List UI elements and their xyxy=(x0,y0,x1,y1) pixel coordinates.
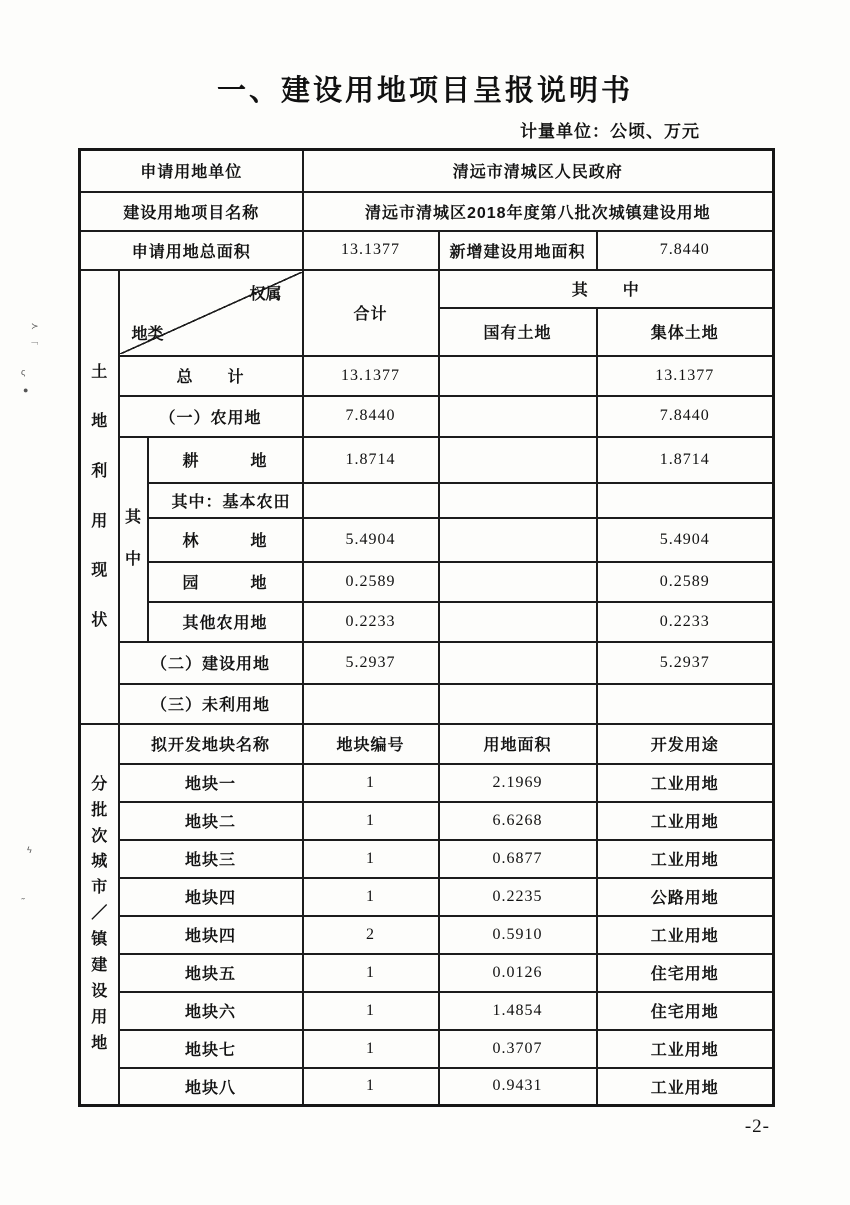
plot-number: 2 xyxy=(303,916,439,954)
plot-row xyxy=(80,802,774,840)
plot-area: 0.3707 xyxy=(439,1030,597,1068)
row-label-unused: （三）未利用地 xyxy=(119,684,303,724)
plot-number: 1 xyxy=(303,954,439,992)
plot-area: 6.6268 xyxy=(439,802,597,840)
row-label-cultivated: 耕 地 xyxy=(148,437,303,483)
plot-name: 地块二 xyxy=(119,802,303,840)
table-row xyxy=(80,483,774,518)
row-label-construction: （二）建设用地 xyxy=(119,642,303,684)
plot-header-number: 地块编号 xyxy=(303,724,439,764)
plot-name: 地块三 xyxy=(119,840,303,878)
plot-name: 地块四 xyxy=(119,916,303,954)
garden-state xyxy=(439,562,597,602)
plot-number: 1 xyxy=(303,802,439,840)
applicant-unit-label: 申请用地单位 xyxy=(80,150,303,192)
row-label-basic-farmland: 其中：基本农田 xyxy=(148,483,303,518)
row-label-forest: 林 地 xyxy=(148,518,303,562)
plot-area: 0.6877 xyxy=(439,840,597,878)
plot-area: 0.9431 xyxy=(439,1068,597,1106)
forest-state xyxy=(439,518,597,562)
diagonal-divider xyxy=(120,272,302,354)
scan-speck: ᷉˙ xyxy=(23,897,26,907)
project-name-value: 清远市清城区2018年度第八批次城镇建设用地 xyxy=(303,192,774,231)
column-header-group: 其 中 xyxy=(439,270,774,308)
plot-row xyxy=(80,954,774,992)
other-agricultural-collective: 0.2233 xyxy=(597,602,774,642)
land-use-section-label-cell xyxy=(80,270,119,724)
batch-section-label: 分批次城市／镇建设用地 xyxy=(91,775,108,1052)
plot-use: 工业用地 xyxy=(597,840,774,878)
table-row xyxy=(80,684,774,724)
subgroup-label: 其中 xyxy=(124,509,141,568)
agricultural-sum: 7.8440 xyxy=(303,396,439,437)
table-row xyxy=(80,150,774,192)
column-header-state-owned: 国有土地 xyxy=(439,308,597,356)
table-row xyxy=(80,437,774,483)
forest-sum: 5.4904 xyxy=(303,518,439,562)
scan-speck: ﹁ xyxy=(29,336,39,346)
basic-farmland-sum xyxy=(303,483,439,518)
plot-name: 地块一 xyxy=(119,764,303,802)
cultivated-collective: 1.8714 xyxy=(597,437,774,483)
table-row xyxy=(80,724,774,764)
cultivated-state xyxy=(439,437,597,483)
plot-area: 2.1969 xyxy=(439,764,597,802)
table-row xyxy=(80,356,774,396)
diagonal-landtype-label: 地类 xyxy=(131,325,164,343)
plot-header-name: 拟开发地块名称 xyxy=(119,724,303,764)
table-row xyxy=(80,562,774,602)
plot-use: 公路用地 xyxy=(597,878,774,916)
batch-section-label-cell xyxy=(80,724,119,1106)
scan-speck: ϟ xyxy=(27,845,32,855)
plot-use: 工业用地 xyxy=(597,764,774,802)
plot-area: 0.5910 xyxy=(439,916,597,954)
plot-header-use: 开发用途 xyxy=(597,724,774,764)
agricultural-state xyxy=(439,396,597,437)
new-construction-area-value: 7.8440 xyxy=(597,231,774,270)
plot-number: 1 xyxy=(303,1030,439,1068)
table-row xyxy=(80,231,774,270)
new-construction-area-label: 新增建设用地面积 xyxy=(439,231,597,270)
plot-use: 住宅用地 xyxy=(597,954,774,992)
other-agricultural-sum: 0.2233 xyxy=(303,602,439,642)
diagonal-ownership-label: 权属 xyxy=(249,285,282,303)
plot-use: 住宅用地 xyxy=(597,992,774,1030)
total-area-label: 申请用地总面积 xyxy=(80,231,303,270)
plot-use: 工业用地 xyxy=(597,802,774,840)
plot-number: 1 xyxy=(303,878,439,916)
table-row xyxy=(80,642,774,684)
document-title: 一、建设用地项目呈报说明书 xyxy=(216,75,633,107)
basic-farmland-state xyxy=(439,483,597,518)
plot-area: 0.0126 xyxy=(439,954,597,992)
project-name-label: 建设用地项目名称 xyxy=(80,192,303,231)
table-row xyxy=(80,270,774,308)
construction-sum: 5.2937 xyxy=(303,642,439,684)
unused-collective xyxy=(597,684,774,724)
total-area-value: 13.1377 xyxy=(303,231,439,270)
column-header-collective: 集体土地 xyxy=(597,308,774,356)
unused-state xyxy=(439,684,597,724)
land-submission-form-table xyxy=(78,148,775,1107)
construction-state xyxy=(439,642,597,684)
plot-number: 1 xyxy=(303,764,439,802)
garden-sum: 0.2589 xyxy=(303,562,439,602)
plot-number: 1 xyxy=(303,840,439,878)
garden-collective: 0.2589 xyxy=(597,562,774,602)
forest-collective: 5.4904 xyxy=(597,518,774,562)
plot-row xyxy=(80,992,774,1030)
scan-speck: ● xyxy=(23,385,29,395)
plot-row xyxy=(80,878,774,916)
grand-total-sum: 13.1377 xyxy=(303,356,439,396)
row-label-grand-total: 总 计 xyxy=(119,356,303,396)
plot-name: 地块六 xyxy=(119,992,303,1030)
plot-name: 地块四 xyxy=(119,878,303,916)
plot-number: 1 xyxy=(303,992,439,1030)
table-row xyxy=(80,518,774,562)
table-row xyxy=(80,602,774,642)
scan-speck: ≻ xyxy=(31,321,39,331)
construction-collective: 5.2937 xyxy=(597,642,774,684)
cultivated-sum: 1.8714 xyxy=(303,437,439,483)
grand-total-collective: 13.1377 xyxy=(597,356,774,396)
table-row xyxy=(80,396,774,437)
basic-farmland-collective xyxy=(597,483,774,518)
agricultural-collective: 7.8440 xyxy=(597,396,774,437)
plot-row xyxy=(80,764,774,802)
plot-use: 工业用地 xyxy=(597,1030,774,1068)
column-header-total: 合计 xyxy=(303,270,439,356)
plot-row xyxy=(80,916,774,954)
plot-name: 地块五 xyxy=(119,954,303,992)
plot-area: 1.4854 xyxy=(439,992,597,1030)
land-use-section-label: 土地利用现状 xyxy=(91,363,108,629)
table-row xyxy=(80,192,774,231)
plot-use: 工业用地 xyxy=(597,916,774,954)
grand-total-state xyxy=(439,356,597,396)
row-label-agricultural: （一）农用地 xyxy=(119,396,303,437)
scan-speck: ς xyxy=(21,367,26,377)
plot-number: 1 xyxy=(303,1068,439,1106)
plot-row xyxy=(80,1068,774,1106)
plot-area: 0.2235 xyxy=(439,878,597,916)
plot-row xyxy=(80,840,774,878)
row-label-other-agricultural: 其他农用地 xyxy=(148,602,303,642)
applicant-unit-value: 清远市清城区人民政府 xyxy=(303,150,774,192)
other-agricultural-state xyxy=(439,602,597,642)
subgroup-label-cell xyxy=(119,437,148,642)
diagonal-header-cell xyxy=(119,270,303,356)
plot-name: 地块七 xyxy=(119,1030,303,1068)
plot-header-area: 用地面积 xyxy=(439,724,597,764)
unused-sum xyxy=(303,684,439,724)
page-number: -2- xyxy=(744,1116,770,1137)
plot-row xyxy=(80,1030,774,1068)
plot-name: 地块八 xyxy=(119,1068,303,1106)
row-label-garden: 园 地 xyxy=(148,562,303,602)
plot-use: 工业用地 xyxy=(597,1068,774,1106)
measurement-unit-note: 计量单位：公顷、万元 xyxy=(520,122,700,141)
